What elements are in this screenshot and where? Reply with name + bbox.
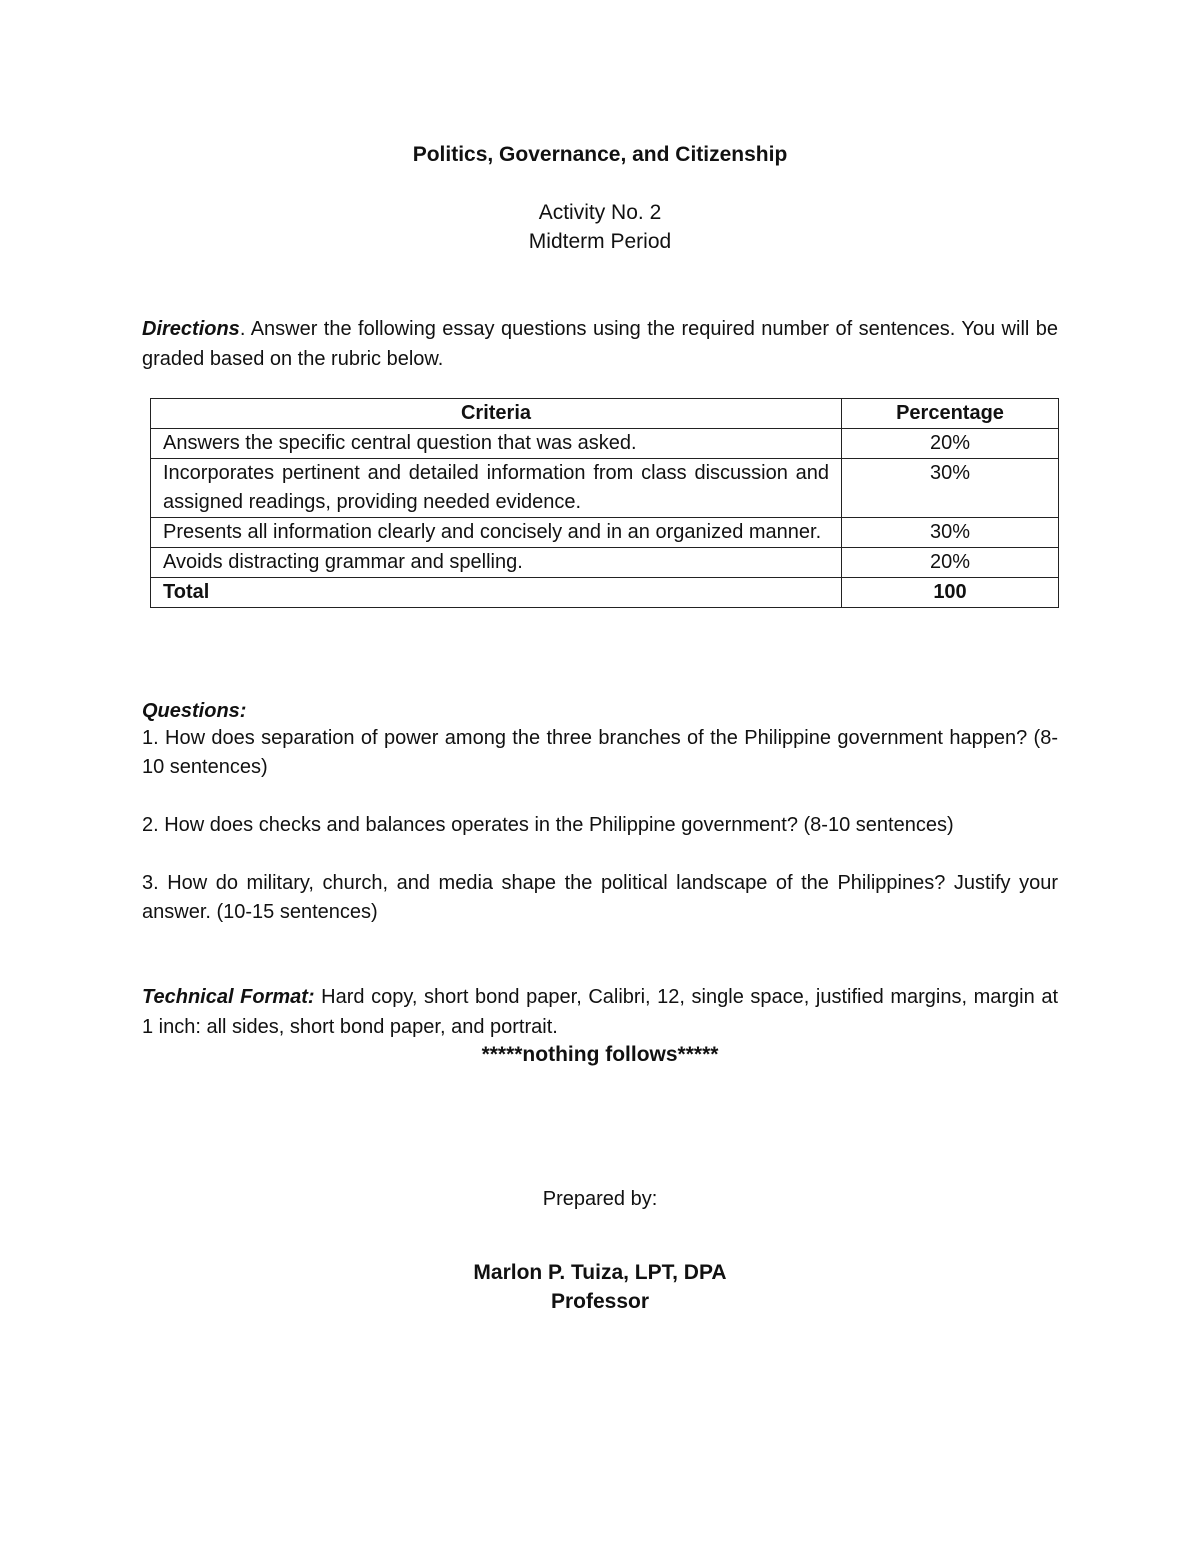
total-label: Total — [151, 578, 842, 608]
directions-paragraph — [142, 314, 1058, 374]
directions-label: Directions — [142, 318, 240, 340]
question-item: 2. How does checks and balances operates in the Philippine government? (8-10 sentences) — [142, 814, 954, 836]
technical-format-text: Hard copy, short bond paper, Calibri, 12, single space, justified margins, margin at 1 inch: all sides, short bond paper, and portrait. — [142, 986, 1059, 1038]
rubric-table — [150, 398, 1059, 608]
criteria-header: Criteria — [151, 399, 842, 429]
activity-number: Activity No. 2 — [538, 201, 662, 224]
percentage-cell: 30% — [842, 459, 1059, 518]
percentage-header: Percentage — [842, 399, 1059, 429]
nothing-follows-note: *****nothing follows***** — [481, 1043, 719, 1066]
total-row — [151, 578, 1059, 608]
question-item: 1. How does separation of power among the three branches of the Philippine government happen? (8-10 sentences) — [142, 727, 1058, 778]
percentage-cell: 20% — [842, 429, 1059, 459]
percentage-cell: 20% — [842, 548, 1059, 578]
period-label: Midterm Period — [528, 230, 672, 253]
total-value: 100 — [842, 578, 1059, 608]
document-title: Politics, Governance, and Citizenship — [412, 143, 788, 166]
criteria-cell: Presents all information clearly and concisely and in an organized manner. — [151, 518, 842, 548]
signatory-role: Professor — [550, 1290, 650, 1313]
prepared-by-label: Prepared by: — [542, 1188, 658, 1210]
directions-text: . Answer the following essay questions using the required number of sentences. You will be graded based on the rubric below. — [142, 318, 1058, 370]
signatory-name: Marlon P. Tuiza, LPT, DPA — [473, 1261, 727, 1284]
questions-heading: Questions: — [142, 700, 247, 722]
criteria-cell: Incorporates pertinent and detailed information from class discussion and assigned readings, providing needed evidence. — [151, 459, 842, 518]
question-item: 3. How do military, church, and media shape the political landscape of the Philippines? Justify your answer. (10-15 sentences) — [142, 872, 1058, 923]
criteria-cell: Avoids distracting grammar and spelling. — [151, 548, 842, 578]
rubric-header-row — [151, 399, 1059, 429]
criteria-cell: Answers the specific central question that was asked. — [151, 429, 842, 459]
table-row — [151, 548, 1059, 578]
table-row — [151, 518, 1059, 548]
table-row — [151, 429, 1059, 459]
percentage-cell: 30% — [842, 518, 1059, 548]
technical-format-paragraph — [142, 982, 1058, 1042]
technical-format-label: Technical Format: — [142, 986, 315, 1008]
table-row — [151, 459, 1059, 518]
